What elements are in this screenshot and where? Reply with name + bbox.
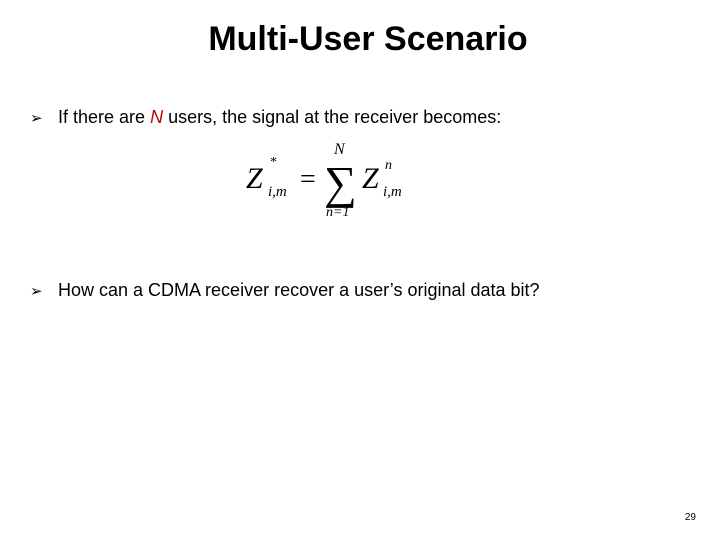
bullet-1-text-after: users, the signal at the receiver becomes: <box>163 107 502 127</box>
bullet-item-2 <box>30 279 540 302</box>
lhs-superscript: * <box>270 155 277 170</box>
rhs-superscript: n <box>385 158 392 173</box>
sum-upper-limit: N <box>334 141 345 158</box>
bullet-item-1 <box>30 106 501 129</box>
sigma-icon: ∑ <box>324 157 357 208</box>
rhs-symbol: Z <box>362 162 379 195</box>
slide-title: Multi-User Scenario <box>208 20 528 58</box>
page-number: 29 <box>684 512 696 523</box>
rhs-subscript: i,m <box>383 184 402 200</box>
lhs-subscript: i,m <box>268 184 287 200</box>
bullet-2-text: How can a CDMA receiver recover a user’s original data bit? <box>58 280 540 300</box>
arrow-bullet-icon: ➢ <box>30 282 43 300</box>
bullet-1-text-before: If there are <box>58 107 151 127</box>
equals-sign: = <box>300 164 316 195</box>
sum-equation <box>240 136 420 226</box>
sum-lower-limit: n=1 <box>326 205 350 220</box>
bullet-1-variable: N <box>150 107 164 127</box>
arrow-bullet-icon: ➢ <box>30 109 43 127</box>
lhs-symbol: Z <box>246 162 263 195</box>
